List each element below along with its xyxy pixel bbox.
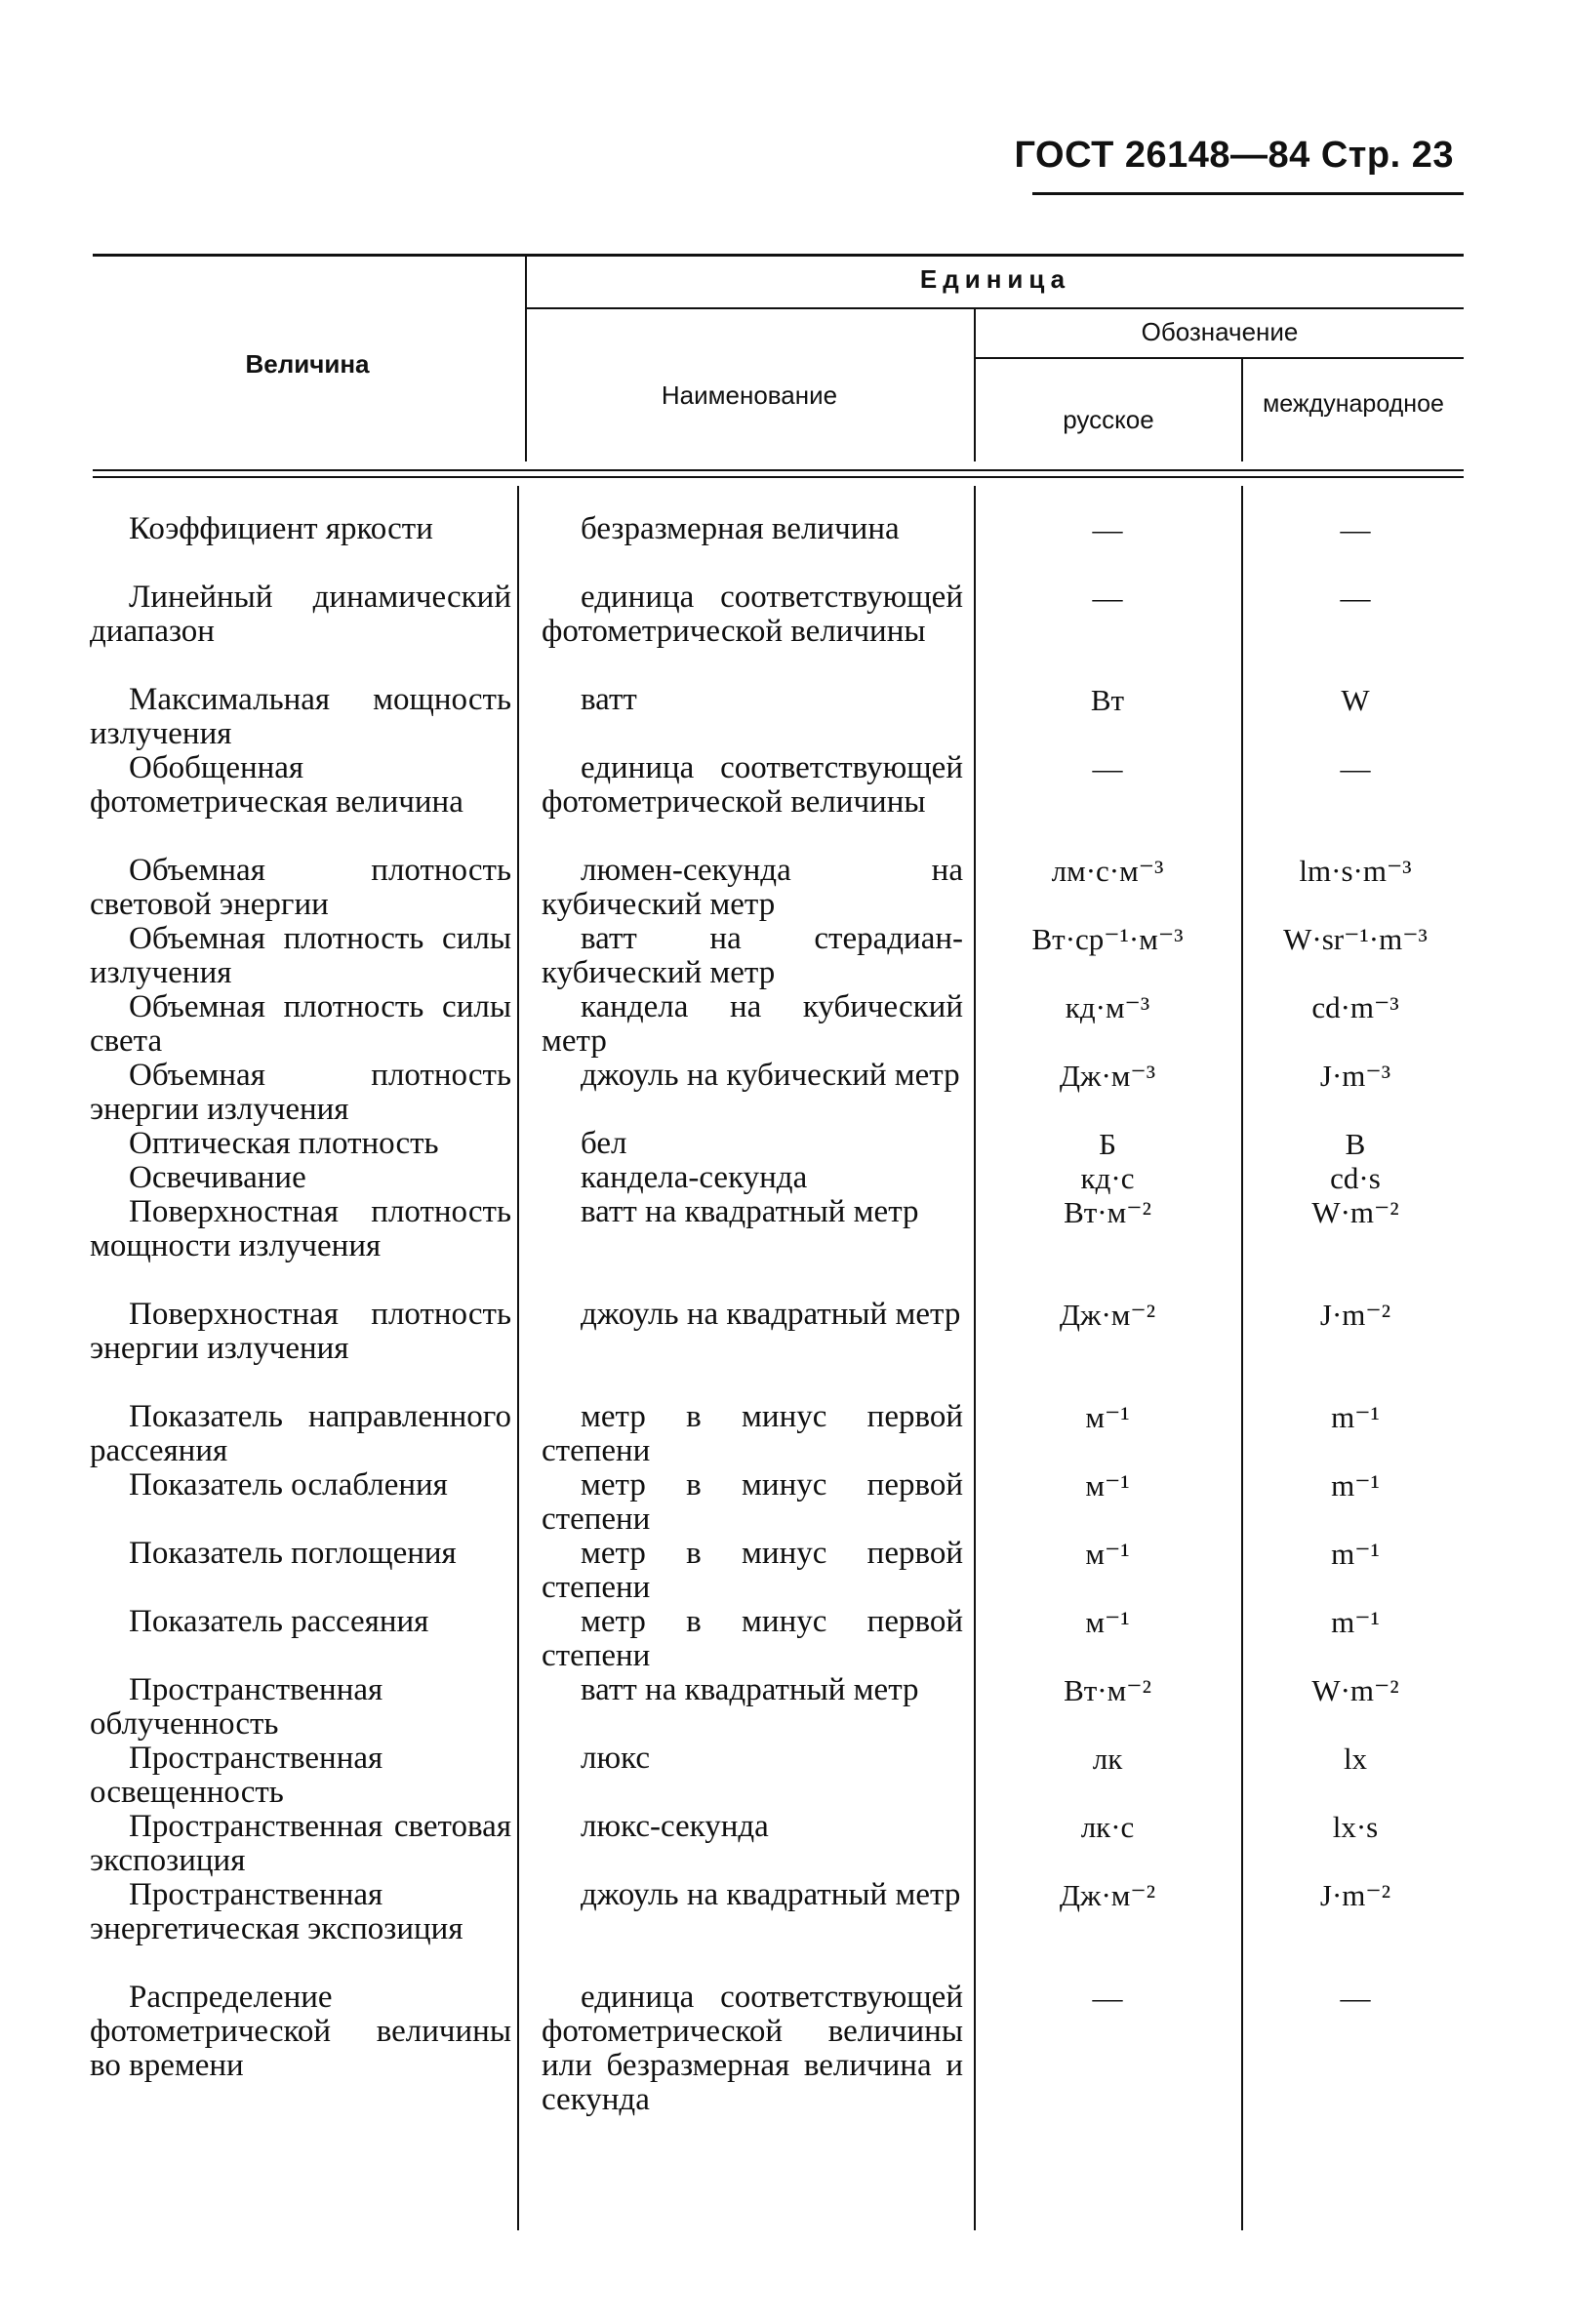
ru-symbol-cell: лк (1092, 1742, 1123, 1776)
ru-symbol-cell: — (1092, 512, 1123, 546)
int-symbol-cell: J·m⁻² (1319, 1878, 1391, 1912)
header-name: Наименование (661, 381, 838, 410)
int-symbol-cell: lx·s (1332, 1810, 1379, 1844)
header-rule (1032, 192, 1464, 195)
header-international: международное (1263, 390, 1444, 418)
designation-rule (976, 357, 1464, 359)
ru-symbol-cell: м⁻¹ (1085, 1605, 1130, 1639)
quantity-cell: Показатель ослабления (129, 1467, 448, 1503)
unit-name-cell: безразмерная величина (581, 511, 900, 546)
quantity-cell: Объемная плотность силы света (90, 989, 511, 1059)
int-symbol-cell: cd·m⁻³ (1311, 990, 1399, 1024)
unit-name-cell: метр в минус первой степени (542, 1536, 963, 1605)
int-symbol-cell: — (1340, 581, 1371, 615)
unit-name-cell: люкс (581, 1741, 650, 1776)
quantity-cell: Распределение фотометрической величины во времени (90, 1980, 511, 2083)
quantity-cell: Показатель поглощения (129, 1536, 457, 1571)
int-symbol-cell: cd·s (1330, 1161, 1381, 1195)
ru-symbol-cell: м⁻¹ (1085, 1537, 1130, 1571)
int-symbol-cell: m⁻¹ (1331, 1537, 1380, 1571)
quantity-cell: Показатель рассеяния (129, 1604, 429, 1639)
int-symbol-cell: — (1340, 1981, 1371, 2015)
int-symbol-cell: W·sr⁻¹·m⁻³ (1283, 922, 1428, 956)
unit-name-cell: метр в минус первой степени (542, 1399, 963, 1468)
ru-symbol-cell: Вт·ср⁻¹·м⁻³ (1031, 922, 1184, 956)
ru-symbol-cell: м⁻¹ (1085, 1400, 1130, 1434)
ru-symbol-cell: Б (1099, 1127, 1116, 1161)
ru-symbol-cell: лк·с (1080, 1810, 1135, 1844)
int-symbol-cell: lx (1343, 1742, 1368, 1776)
int-symbol-cell: — (1340, 512, 1371, 546)
unit-name-cell: кандела-секунда (581, 1160, 808, 1195)
page-header-text: ГОСТ 26148—84 Стр. 23 (1014, 135, 1454, 176)
unit-name-cell: метр в минус первой степени (542, 1467, 963, 1537)
ru-symbol-cell: — (1092, 1981, 1123, 2015)
ru-symbol-cell: Дж·м⁻³ (1059, 1059, 1156, 1093)
unit-name-cell: ватт на квадратный метр (581, 1194, 919, 1229)
quantity-cell: Показатель направленного рассеяния (90, 1399, 511, 1468)
unit-name-cell: люмен-секунда на кубический метр (542, 853, 963, 922)
unit-name-cell: метр в минус первой степени (542, 1604, 963, 1673)
ru-symbol-cell: кд·с (1080, 1161, 1135, 1195)
int-symbol-cell: W·m⁻² (1311, 1673, 1399, 1707)
quantity-cell: Пространственная освещенность (90, 1741, 383, 1810)
int-symbol-cell: m⁻¹ (1331, 1468, 1380, 1503)
int-symbol-cell: m⁻¹ (1331, 1605, 1380, 1639)
ru-symbol-cell: Дж·м⁻² (1059, 1298, 1156, 1332)
ru-symbol-cell: Вт·м⁻² (1064, 1673, 1151, 1707)
quantity-cell: Оптическая плотность (129, 1126, 439, 1161)
quantity-cell: Линейный динамический диапазон (90, 580, 511, 649)
body-vline-2 (974, 486, 976, 2230)
int-symbol-cell: lm·s·m⁻³ (1299, 854, 1412, 888)
quantity-cell: Поверхностная плотность мощности излучения (90, 1194, 511, 1263)
ru-symbol-cell: Вт·м⁻² (1064, 1195, 1151, 1229)
quantity-cell: Поверхностная плотность энергии излучения (90, 1297, 511, 1366)
unit-name-cell: бел (581, 1126, 627, 1161)
header-unit-group: Единица (919, 264, 1071, 294)
unit-name-cell: единица соответствующей фотометрической величины (542, 750, 963, 820)
ru-symbol-cell: Вт (1090, 683, 1125, 717)
unit-group-rule (527, 307, 1464, 309)
ru-symbol-cell: м⁻¹ (1085, 1468, 1130, 1503)
head-bottom-rule-1 (93, 469, 1464, 471)
quantity-cell: Пространственная энергетическая экспозиция (90, 1877, 463, 1946)
unit-name-cell: джоуль на кубический метр (581, 1058, 960, 1093)
unit-name-cell: кандела на кубический метр (542, 989, 963, 1059)
ru-symbol-cell: — (1092, 751, 1123, 785)
quantity-cell: Объемная плотность энергии излучения (90, 1058, 511, 1127)
int-symbol-cell: W·m⁻² (1311, 1195, 1399, 1229)
quantity-cell: Объемная плотность световой энергии (90, 853, 511, 922)
int-symbol-cell: J·m⁻² (1319, 1298, 1391, 1332)
int-symbol-cell: — (1340, 751, 1371, 785)
quantity-cell: Освечивание (129, 1160, 306, 1195)
quantity-cell: Пространственная облученность (90, 1672, 383, 1742)
int-symbol-cell: J·m⁻³ (1319, 1059, 1391, 1093)
unit-name-cell: ватт (581, 682, 637, 717)
ru-symbol-cell: лм·с·м⁻³ (1051, 854, 1164, 888)
ru-symbol-cell: Дж·м⁻² (1059, 1878, 1156, 1912)
ru-symbol-cell: — (1092, 581, 1123, 615)
quantity-cell: Коэффициент яркости (129, 511, 433, 546)
body-vline-3 (1241, 486, 1243, 2230)
table-top-rule (93, 254, 1464, 257)
header-russian: русское (1063, 405, 1154, 434)
int-symbol-cell: W (1341, 683, 1370, 717)
header-designation: Обозначение (1141, 317, 1299, 346)
quantity-cell: Объемная плотность силы излучения (90, 921, 511, 990)
unit-name-cell: люкс-секунда (581, 1809, 769, 1844)
header-quantity: Величина (245, 349, 370, 379)
quantity-cell: Пространственная световая экспозиция (90, 1809, 511, 1878)
unit-name-cell: ватт на стерадиан-кубический метр (542, 921, 963, 990)
ru-symbol-cell: кд·м⁻³ (1065, 990, 1150, 1024)
quantity-cell: Максимальная мощность излучения (90, 682, 511, 751)
page-header (1015, 135, 1464, 195)
head-bottom-rule-2 (93, 476, 1464, 478)
unit-name-cell: ватт на квадратный метр (581, 1672, 919, 1707)
unit-name-cell: джоуль на квадратный метр (581, 1877, 961, 1912)
int-symbol-cell: B (1345, 1127, 1366, 1161)
quantity-cell: Обобщенная фотометрическая величина (90, 750, 463, 820)
body-vline-1 (517, 486, 519, 2230)
unit-name-cell: единица соответствующей фотометрической величины или безразмерная величина и секунда (542, 1980, 963, 2117)
unit-name-cell: джоуль на квадратный метр (581, 1297, 961, 1332)
unit-name-cell: единица соответствующей фотометрической величины (542, 580, 963, 649)
int-symbol-cell: m⁻¹ (1331, 1400, 1380, 1434)
